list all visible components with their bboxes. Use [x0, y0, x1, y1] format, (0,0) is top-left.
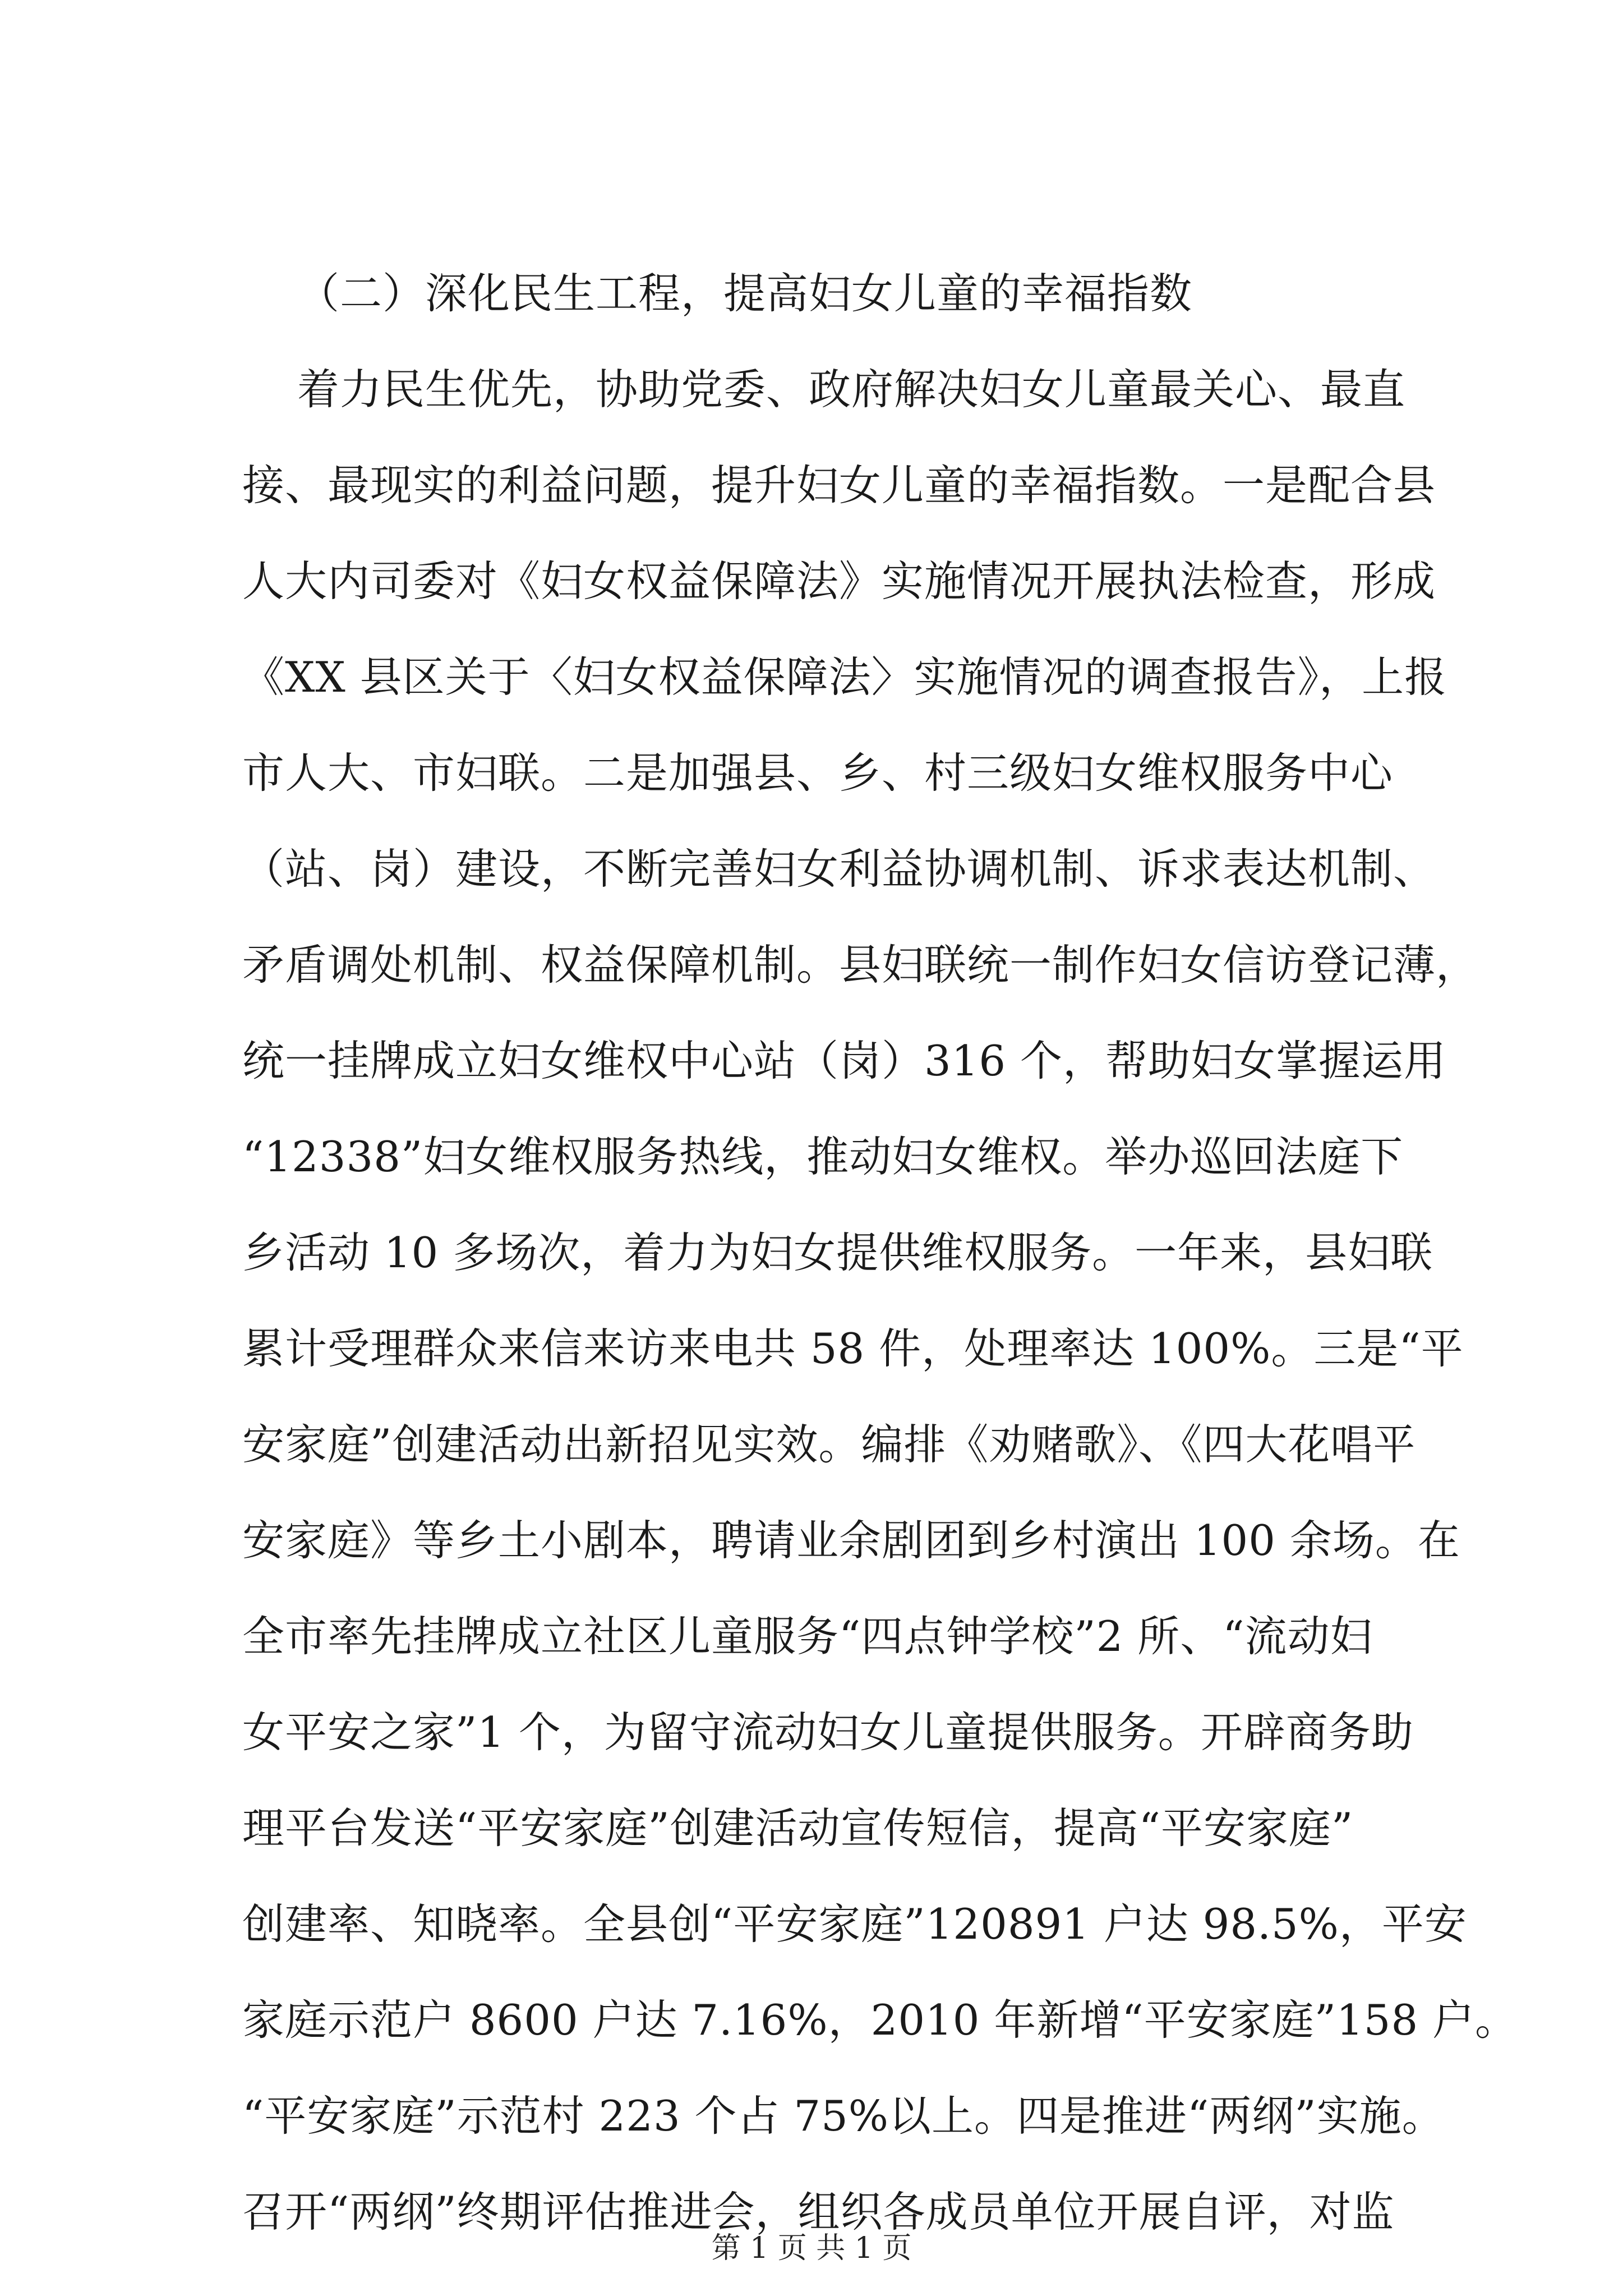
paragraph-line: 女平安之家”1 个，为留守流动妇女儿童提供服务。开辟商务助 — [242, 1708, 1414, 1757]
paragraph-line: 理平台发送“平安家庭”创建活动宣传短信，提高“平安家庭” — [242, 1803, 1354, 1853]
paragraph-line: 全市率先挂牌成立社区儿童服务“四点钟学校”2 所、“流动妇 — [242, 1612, 1373, 1661]
paragraph-line: 安家庭》等乡土小剧本，聘请业余剧团到乡村演出 100 余场。在 — [242, 1516, 1460, 1565]
paragraph-line: 家庭示范户 8600 户达 7.16%，2010 年新增“平安家庭”158 户。 — [242, 1995, 1518, 2045]
paragraph-line: 安家庭”创建活动出新招见实效。编排《劝赌歌》、《四大花唱平 — [242, 1420, 1416, 1469]
paragraph-line: 着力民生优先，协助党委、政府解决妇女儿童最关心、最直 — [297, 365, 1406, 414]
paragraph-line: 《XX 县区关于〈妇女权益保障法〉实施情况的调查报告》，上报 — [242, 652, 1447, 702]
paragraph-line: 矛盾调处机制、权益保障机制。县妇联统一制作妇女信访登记薄， — [242, 940, 1479, 990]
paragraph-line: “平安家庭”示范村 223 个占 75%以上。四是推进“两纲”实施。 — [242, 2091, 1445, 2141]
page-number-footer: 第 1 页 共 1 页 — [711, 2231, 912, 2265]
paragraph-line: 市人大、市妇联。二是加强县、乡、村三级妇女维权服务中心 — [242, 748, 1394, 798]
paragraph-line: 人大内司委对《妇女权益保障法》实施情况开展执法检查，形成 — [242, 556, 1436, 606]
paragraph-line: 召开“两纲”终期评估推进会，组织各成员单位开展自评，对监 — [242, 2187, 1395, 2237]
paragraph-line: 接、最现实的利益问题，提升妇女儿童的幸福指数。一是配合县 — [242, 461, 1436, 510]
paragraph-line: 乡活动 10 多场次，着力为妇女提供维权服务。一年来，县妇联 — [242, 1228, 1433, 1277]
paragraph-line: 统一挂牌成立妇女维权中心站（岗）316 个，帮助妇女掌握运用 — [242, 1036, 1446, 1085]
paragraph-line: 创建率、知晓率。全县创“平安家庭”120891 户达 98.5%，平安 — [242, 1899, 1467, 1949]
paragraph-line: （站、岗）建设，不断完善妇女利益协调机制、诉求表达机制、 — [242, 844, 1436, 894]
section-heading: （二）深化民生工程，提高妇女儿童的幸福指数 — [297, 269, 1193, 318]
paragraph-line: 累计受理群众来信来访来电共 58 件，处理率达 100%。三是“平 — [242, 1324, 1464, 1373]
paragraph-line: “12338”妇女维权服务热线，推动妇女维权。举办巡回法庭下 — [242, 1132, 1404, 1181]
